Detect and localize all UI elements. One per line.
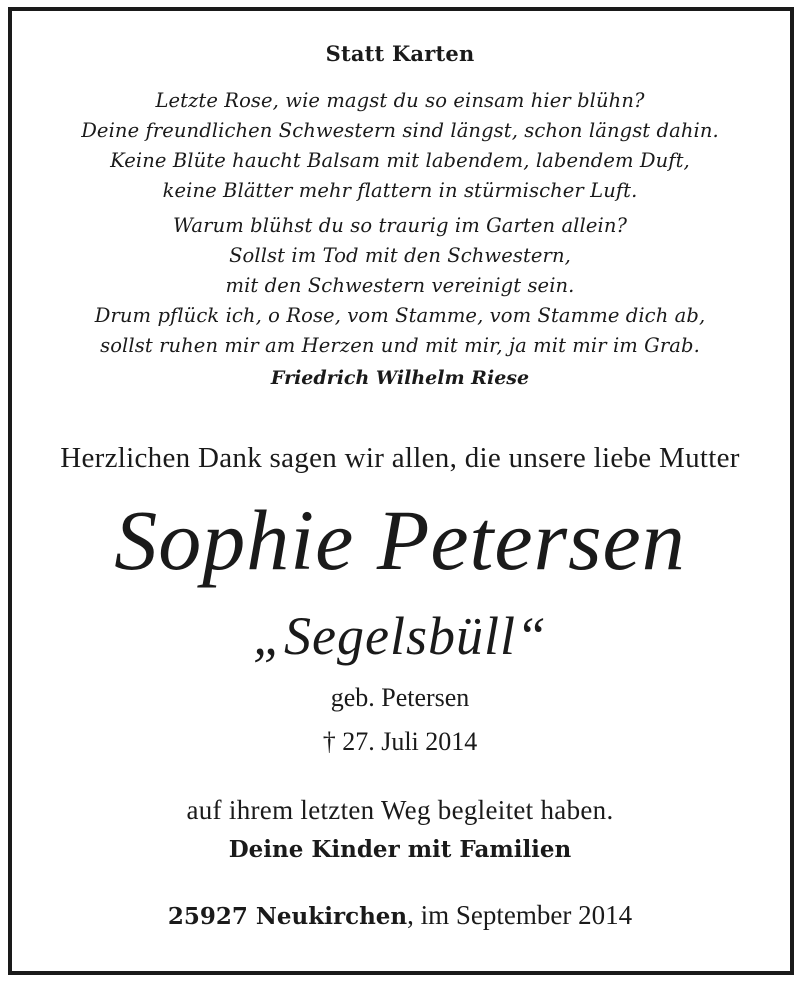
place-and-date (0, 900, 800, 931)
deceased-nickname: „Segelsbüll“ (252, 606, 548, 666)
poem-stanza-2 (0, 211, 800, 361)
thanks-text: Herzlichen Dank sagen wir allen, die unsere liebe Mutter (60, 442, 740, 474)
poem-line: Deine freundlichen Schwestern sind längst, schon längst dahin. (81, 119, 719, 142)
heading: Statt Karten (325, 41, 475, 66)
poem-author: Friedrich Wilhelm Riese (270, 367, 530, 389)
signed-by: Deine Kinder mit Familien (228, 836, 572, 863)
poem-line: Drum pflück ich, o Rose, vom Stamme, vom Stamme dich ab, (94, 304, 706, 327)
closing-text: auf ihrem letzten Weg begleitet haben. (186, 795, 614, 825)
poem-line: Sollst im Tod mit den Schwestern, (229, 244, 571, 267)
death-date: † 27. Juli 2014 (322, 727, 478, 756)
place-date: , im September 2014 (407, 900, 633, 930)
poem-line: Warum blühst du so traurig im Garten allein? (172, 214, 628, 237)
birth-name: geb. Petersen (330, 683, 470, 712)
poem-line: Keine Blüte haucht Balsam mit labendem, labendem Duft, (110, 149, 690, 172)
poem-line: mit den Schwestern vereinigt sein. (225, 274, 575, 297)
poem-line: Letzte Rose, wie magst du so einsam hier blühn? (155, 89, 645, 112)
place-town: 25927 Neukirchen (167, 903, 408, 930)
poem-stanza-1 (0, 86, 800, 206)
deceased-name: Sophie Petersen (114, 492, 686, 588)
poem-line: keine Blätter mehr flattern in stürmischer Luft. (162, 179, 638, 202)
poem-line: sollst ruhen mir am Herzen und mit mir, ja mit mir im Grab. (100, 334, 700, 357)
